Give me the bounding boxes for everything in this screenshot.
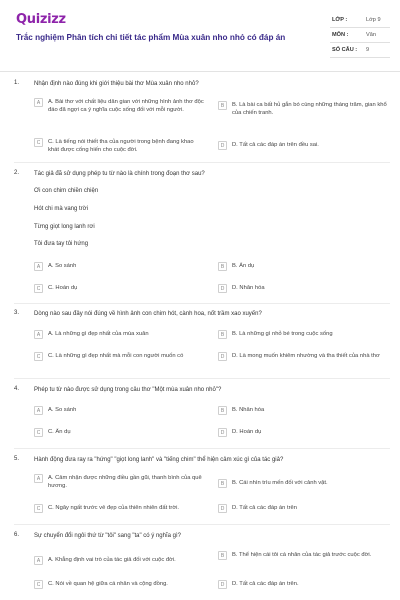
option-letter-box: B bbox=[218, 101, 227, 110]
option-letter-box: D bbox=[218, 504, 227, 513]
meta-row-subject bbox=[330, 28, 390, 43]
meta-value: Văn bbox=[366, 32, 376, 38]
option-letter-box: C bbox=[34, 352, 43, 361]
option-text: B. Nhân hóa bbox=[232, 407, 265, 413]
meta-label: LỚP : bbox=[332, 17, 348, 23]
divider bbox=[14, 303, 390, 304]
question-text: Tác giả đã sử dụng phép tu từ nào là chính trong đoạn thơ sau? bbox=[34, 171, 205, 177]
option-letter-box: B bbox=[218, 330, 227, 339]
meta-value: 9 bbox=[366, 47, 370, 53]
question-text: Phép tu từ nào được sử dụng trong câu thơ "Một mùa xuân nho nhỏ"? bbox=[34, 387, 222, 393]
poem-line: Tôi đưa tay tôi hứng bbox=[34, 241, 89, 247]
option-text: A. Cảm nhận được những điều gần gũi, thanh bình của quê hương. bbox=[48, 475, 202, 489]
question-text: Sự chuyển đổi ngôi thứ từ "tôi" sang "ta" có ý nghĩa gì? bbox=[34, 533, 181, 539]
worksheet-title: Trắc nghiệm Phân tích chi tiết tác phẩm Mùa xuân nho nhỏ có đáp án bbox=[16, 33, 286, 42]
option-letter-box: A bbox=[34, 474, 43, 483]
option-letter-box: C bbox=[34, 138, 43, 147]
option-letter-box: C bbox=[34, 284, 43, 293]
question-number: 2. bbox=[14, 170, 20, 176]
option-letter-box: A bbox=[34, 330, 43, 339]
option-text: C. Là những gì đẹp nhất mà mỗi con người muốn có bbox=[48, 353, 184, 359]
option-letter-box: B bbox=[218, 479, 227, 488]
meta-label: MÔN : bbox=[332, 32, 349, 38]
option-text: A. Bài thơ với chất liệu dân gian với những hình ảnh thơ độc đáo đã ngợi ca ý nghĩa cuộc sống đối với mỗi người. bbox=[48, 99, 204, 113]
option-letter-box: A bbox=[34, 262, 43, 271]
worksheet-meta bbox=[330, 13, 390, 58]
quizizz-logo: Quizizz bbox=[16, 12, 66, 27]
option-text: C. Ngây ngất trước vẻ đẹp của thiên nhiên đất trời. bbox=[48, 505, 180, 511]
meta-row-grade bbox=[330, 13, 390, 28]
option-text: A. So sánh bbox=[48, 407, 77, 413]
option-letter-box: A bbox=[34, 406, 43, 415]
option-text: A. Khẳng định vai trò của tác giả đối với cuộc đời. bbox=[48, 557, 176, 563]
option-text: C. Nói về quan hệ giữa cá nhân và cộng đồng. bbox=[48, 581, 168, 587]
meta-row-count bbox=[330, 43, 390, 58]
option-letter-box: C bbox=[34, 504, 43, 513]
option-letter-box: D bbox=[218, 141, 227, 150]
option-text: D. Tất cả các đáp án trên đều sai. bbox=[232, 142, 319, 148]
option-text: A. So sánh bbox=[48, 263, 77, 269]
meta-label: SỐ CÂU : bbox=[332, 47, 358, 53]
option-text: D. Hoán dụ bbox=[232, 429, 262, 435]
option-text: C. Là tiếng nói thiết tha của người trong bệnh đang khao khát được cống hiến cho cuộc đời. bbox=[48, 139, 194, 153]
divider bbox=[14, 524, 390, 525]
option-letter-box: C bbox=[34, 580, 43, 589]
option-letter-box: A bbox=[34, 98, 43, 107]
option-text: A. Là những gì đẹp nhất của mùa xuân bbox=[48, 331, 149, 337]
question-text: Dòng nào sau đây nói đúng về hình ảnh con chim hót, cành hoa, nốt trầm xao xuyến? bbox=[34, 311, 262, 317]
option-text: D. Là mong muốn khiêm nhường và tha thiết của nhà thơ bbox=[232, 353, 380, 359]
option-letter-box: B bbox=[218, 551, 227, 560]
question-number: 6. bbox=[14, 532, 20, 538]
option-letter-box: D bbox=[218, 580, 227, 589]
option-letter-box: A bbox=[34, 556, 43, 565]
question-number: 5. bbox=[14, 456, 20, 462]
divider bbox=[14, 162, 390, 163]
option-text: B. Là bài ca bất hủ gắn bó cùng những tháng trăm, gian khổ của chiến tranh. bbox=[232, 102, 387, 116]
option-text: C. Ẩn dụ bbox=[48, 429, 71, 435]
option-text: B. Là những gì nhỏ bé trong cuộc sống bbox=[232, 331, 333, 337]
option-letter-box: D bbox=[218, 284, 227, 293]
worksheet-header bbox=[0, 0, 400, 72]
option-text: D. Tất cả các đáp án trên bbox=[232, 505, 297, 511]
question-number: 1. bbox=[14, 80, 20, 86]
option-text: D. Nhân hóa bbox=[232, 285, 265, 291]
option-text: B. Cái nhìn trìu mến đối với cảnh vật. bbox=[232, 480, 328, 486]
option-text: B. Ẩn dụ bbox=[232, 263, 255, 269]
question-number: 4. bbox=[14, 386, 20, 392]
option-letter-box: B bbox=[218, 406, 227, 415]
option-text: C. Hoán dụ bbox=[48, 285, 78, 291]
meta-value: Lớp 9 bbox=[366, 17, 381, 23]
divider bbox=[14, 378, 390, 379]
option-letter-box: D bbox=[218, 428, 227, 437]
poem-line: Từng giọt long lanh rơi bbox=[34, 224, 95, 230]
question-text: Nhận định nào đúng khi giới thiệu bài thơ Mùa xuân nho nhỏ? bbox=[34, 81, 199, 87]
poem-line: Hót chi mà vang trời bbox=[34, 206, 88, 212]
option-text: D. Tất cả các đáp án trên. bbox=[232, 581, 299, 587]
option-letter-box: B bbox=[218, 262, 227, 271]
question-number: 3. bbox=[14, 310, 20, 316]
divider bbox=[14, 448, 390, 449]
option-letter-box: C bbox=[34, 428, 43, 437]
option-letter-box: D bbox=[218, 352, 227, 361]
poem-line: Ơi con chim chiền chiện bbox=[34, 188, 99, 194]
question-text: Hành động đưa ray ra "hứng" "giọt long lanh" và "tiếng chim" thể hiện cảm xúc gì của tác giả? bbox=[34, 457, 284, 463]
option-text: B. Thể hiện cái tôi cá nhân của tác giả trước cuộc đời. bbox=[232, 552, 372, 558]
